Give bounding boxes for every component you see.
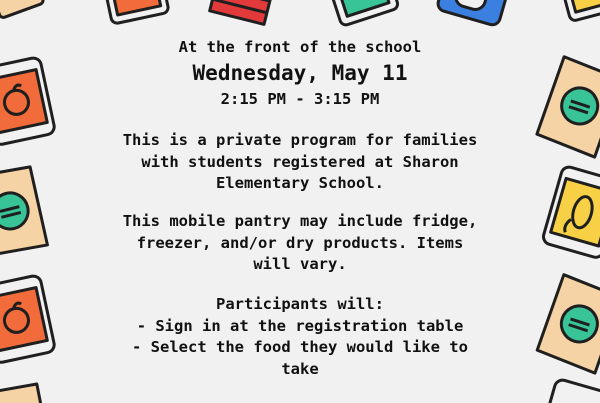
crate-icon: [210, 0, 274, 24]
canned-corn-icon: [542, 165, 600, 259]
participants-item: take: [281, 359, 319, 378]
food-bag-icon: [536, 274, 600, 374]
canned-tomato-icon: [103, 0, 169, 24]
food-bag-icon: [0, 380, 46, 403]
food-bag-icon: [0, 0, 44, 19]
canned-drink-icon: [328, 0, 399, 26]
canned-corn-icon: [560, 0, 600, 22]
program-description: [90, 130, 510, 195]
canned-tomato-icon: [0, 57, 56, 146]
canned-tomato-icon: [0, 275, 56, 364]
participants-item: - Select the food they would like to: [132, 338, 468, 356]
products-description: [90, 211, 510, 276]
location-text: At the front of the school: [178, 38, 422, 56]
description-line: freezer, and/or dry products. Items: [136, 233, 464, 252]
description-line: This mobile pantry may include fridge,: [122, 212, 478, 230]
event-date: Wednesday, May 11: [192, 61, 408, 85]
description-line: will vary.: [253, 255, 347, 273]
description-line: This is a private program for families: [122, 131, 478, 149]
description-line: Elementary School.: [216, 174, 384, 192]
participants-heading: Participants will:: [216, 295, 384, 313]
participants-item: - Sign in at the registration table: [136, 316, 464, 335]
food-bag-icon: [536, 56, 600, 158]
event-time: 2:15 PM - 3:15 PM: [220, 90, 380, 108]
food-bag-icon: [0, 163, 49, 259]
canned-corn-icon: [543, 378, 600, 403]
canned-drink-icon: [436, 0, 510, 27]
participants-section: [90, 294, 510, 380]
description-line: with students registered at Sharon: [141, 152, 459, 171]
